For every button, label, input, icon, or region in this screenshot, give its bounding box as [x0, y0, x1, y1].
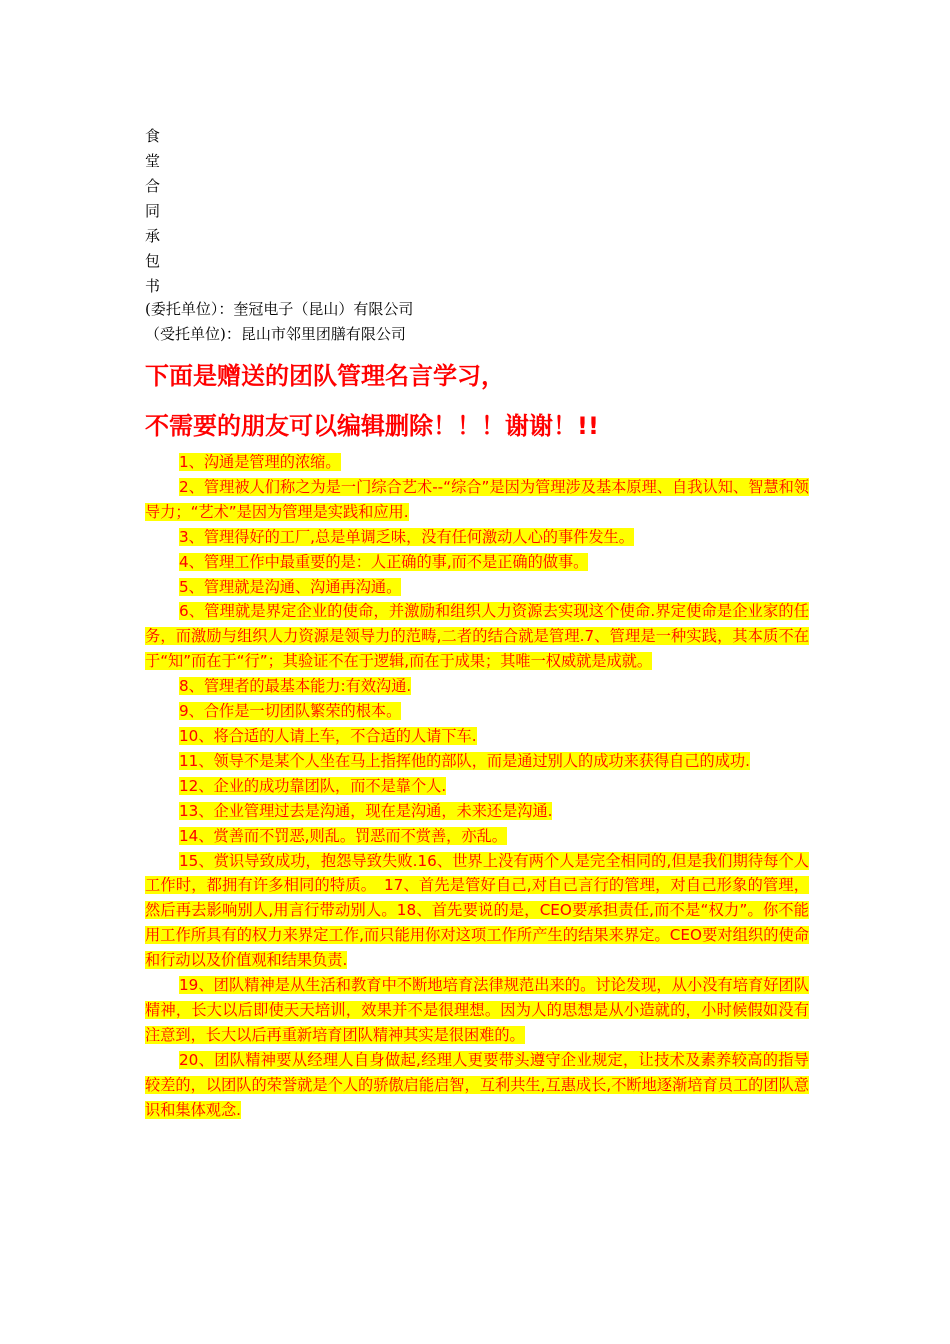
quote-text: 10、将合适的人请上车，不合适的人请下车.: [179, 726, 477, 745]
quote-text: 11、领导不是某个人坐在马上指挥他的部队，而是通过别人的成功来获得自己的成功.: [179, 751, 750, 770]
quote-text: 3、管理得好的工厂,总是单调乏味，没有任何激动人心的事件发生。: [179, 527, 634, 546]
title-char: 书: [145, 277, 161, 295]
contractor-party: （受托单位)：昆山市邻里团膳有限公司: [145, 325, 406, 343]
title-char: 承: [145, 227, 161, 245]
quote-paragraph: [145, 849, 809, 974]
title-char: 堂: [145, 152, 161, 170]
quote-paragraph: [145, 550, 809, 575]
title-char: 同: [145, 202, 161, 220]
vertical-title: [145, 124, 165, 299]
quote-paragraph: [145, 699, 809, 724]
banner-line-2: 不需要的朋友可以编辑删除！！！谢谢！!!: [145, 412, 599, 440]
quote-paragraph: [145, 1048, 809, 1123]
quote-paragraph: [145, 475, 809, 525]
quote-paragraph: [145, 824, 809, 849]
quote-text: 20、团队精神要从经理人自身做起,经理人更要带头遵守企业规定，让技术及素养较高的指导较差的，以团队的荣誉就是个人的骄傲启能启智，互利共生,互惠成长,不断地逐渐培育员工的团队意识和集体观念.: [145, 1050, 809, 1119]
quote-paragraph: [145, 749, 809, 774]
quote-paragraph: [145, 525, 809, 550]
quote-text: 15、赏识导致成功，抱怨导致失败.16、世界上没有两个人是完全相同的,但是我们期待每个人工作时，都拥有许多相同的特质。 17、首先是管好自己,对自己言行的管理，对自己形象的管理，然后再去影响别人,用言行带动别人。18、首先要说的是，CEO要承担责任,而不是“权力”。你不能用工作所具有的权力来界定工作,而只能用你对这项工作所产生的结果来界定。CEO要对组织的使命和行动以及价值观和结果负责.: [145, 851, 809, 970]
quote-paragraph: [145, 450, 809, 475]
quote-text: 5、管理就是沟通、沟通再沟通。: [179, 577, 402, 596]
client-party: (委托单位）：奎冠电子（昆山）有限公司: [145, 300, 414, 318]
quote-text: 14、赏善而不罚恶,则乱。罚恶而不赏善，亦乱。: [179, 826, 507, 845]
quote-text: 1、沟通是管理的浓缩。: [179, 453, 341, 471]
quote-list: [145, 450, 809, 1122]
banner-line-1: 下面是赠送的团队管理名言学习，: [145, 362, 505, 390]
quote-text: 2、管理被人们称之为是一门综合艺术--“综合”是因为管理涉及基本原理、自我认知、智慧和领导力；“艺术”是因为管理是实践和应用.: [145, 477, 809, 521]
quote-text: 12、企业的成功靠团队，而不是靠个人.: [179, 776, 447, 795]
quote-text: 19、团队精神是从生活和教育中不断地培育法律规范出来的。讨论发现，从小没有培育好团队精神，长大以后即使天天培训，效果并不是很理想。因为人的思想是从小造就的，小时候假如没有注意到，长大以后再重新培育团队精神其实是很困难的。: [145, 976, 809, 1044]
quote-paragraph: [145, 575, 809, 600]
quote-text: 8、管理者的最基本能力:有效沟通.: [179, 677, 412, 696]
quote-paragraph: [145, 774, 809, 799]
quote-paragraph: [145, 599, 809, 674]
title-char: 食: [145, 127, 161, 145]
quote-text: 4、管理工作中最重要的是：人正确的事,而不是正确的做事。: [179, 552, 589, 571]
quote-paragraph: [145, 799, 809, 824]
title-char: 包: [145, 252, 161, 270]
title-char: 合: [145, 177, 161, 195]
quote-paragraph: [145, 724, 809, 749]
quote-paragraph: [145, 973, 809, 1048]
quote-paragraph: [145, 674, 809, 699]
quote-text: 13、企业管理过去是沟通，现在是沟通，未来还是沟通.: [179, 801, 553, 820]
quote-text: 9、合作是一切团队繁荣的根本。: [179, 702, 402, 721]
quote-text: 6、管理就是界定企业的使命，并激励和组织人力资源去实现这个使命.界定使命是企业家的任务，而激励与组织人力资源是领导力的范畴,二者的结合就是管理.7、管理是一种实践，其本质不在于“知”而在于“行”；其验证不在于逻辑,而在于成果；其唯一权威就是成就。: [145, 602, 809, 671]
